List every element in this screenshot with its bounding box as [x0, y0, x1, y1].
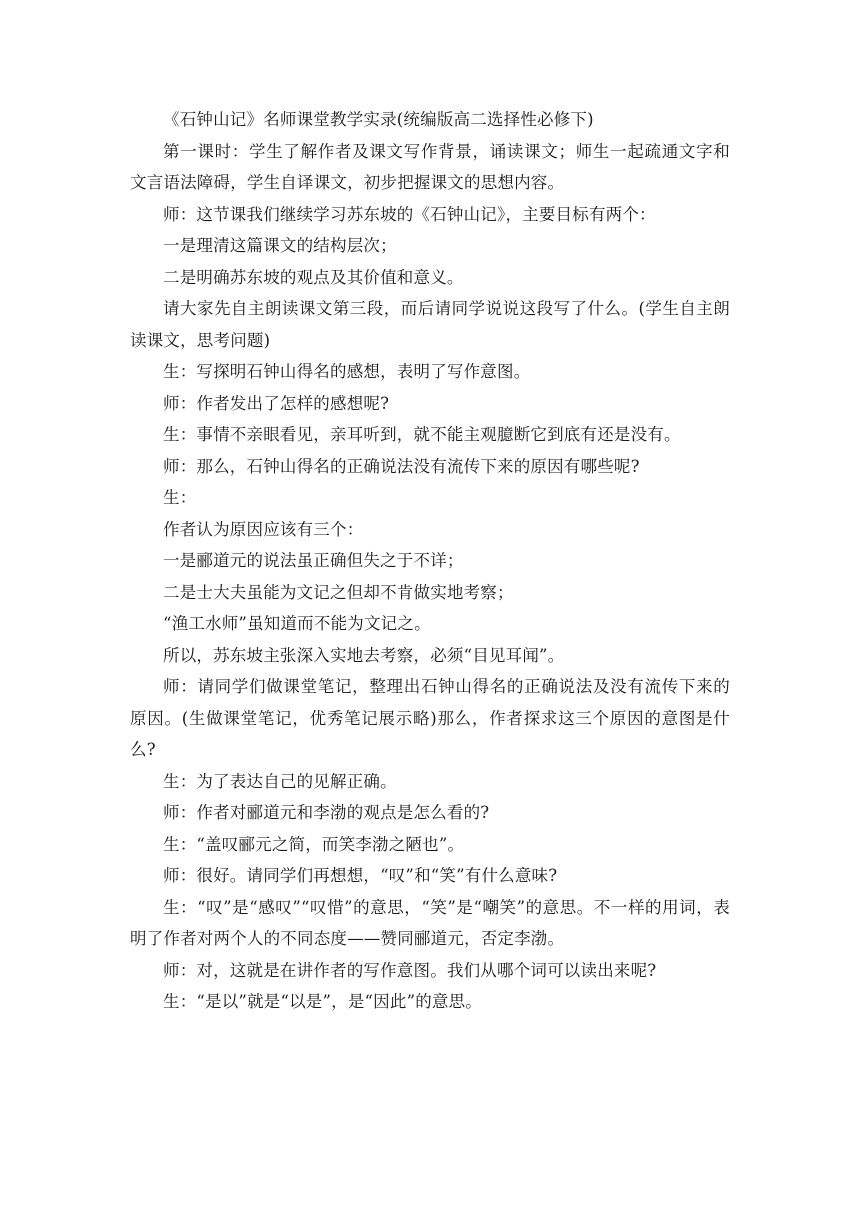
paragraph: 师：很好。请同学们再想想，“叹”和“笑”有什么意味?: [163, 866, 558, 885]
document-body: [130, 104, 730, 1018]
paragraph: 师：这节课我们继续学习苏东坡的《石钟山记》，主要目标有两个：: [163, 204, 656, 224]
paragraph: 师：请同学们做课堂笔记，整理出石钟山得名的正确说法及没有流传下来的原因。(生做课堂笔记，优秀笔记展示略)那么，作者探求这三个原因的意图是什么?: [130, 677, 730, 759]
paragraph: 生：为了表达自己的见解正确。: [163, 771, 397, 791]
paragraph: 生：写探明石钟山得名的感想，表明了写作意图。: [163, 362, 531, 381]
paragraph: “渔工水师”虽知道而不能为文记之。: [163, 614, 431, 633]
paragraph: 生：“叹”是“感叹”“叹惜”的意思，“笑”是“嘲笑”的意思。不一样的用词，表明了作者对两个人的不同态度——赞同郦道元，否定李渤。: [130, 897, 730, 948]
paragraph: 生：“是以”就是“以是”，是“因此”的意思。: [163, 992, 483, 1011]
paragraph: 生：: [163, 488, 197, 507]
paragraph: 师：作者对郦道元和李渤的观点是怎么看的?: [163, 803, 490, 822]
paragraph: 生：事情不亲眼看见，亲耳听到，就不能主观臆断它到底有还是没有。: [163, 425, 681, 444]
paragraph: 师：那么，石钟山得名的正确说法没有流传下来的原因有哪些呢?: [163, 456, 640, 476]
paragraph: 师：作者发出了怎样的感想呢?: [163, 393, 390, 413]
paragraph: 一是郦道元的说法虽正确但失之于不详；: [163, 551, 464, 570]
paragraph-lesson-intro: 第一课时：学生了解作者及课文写作背景，诵读课文；师生一起疏通文字和文言语法障碍，学生自译课文，初步把握课文的思想内容。: [130, 141, 730, 192]
paragraph: 请大家先自主朗读课文第三段，而后请同学说说这段写了什么。(学生自主朗读课文，思考问题): [130, 299, 730, 350]
paragraph: 一是理清这篇课文的结构层次；: [163, 236, 397, 255]
paragraph: 作者认为原因应该有三个：: [163, 519, 364, 539]
paragraph: 二是士大夫虽能为文记之但却不肯做实地考察；: [163, 582, 514, 602]
paragraph: 生：“盖叹郦元之简，而笑李渤之陋也”。: [163, 834, 465, 854]
paragraph: 二是明确苏东坡的观点及其价值和意义。: [163, 267, 464, 287]
paragraph: 师：对，这就是在讲作者的写作意图。我们从哪个词可以读出来呢?: [163, 960, 657, 980]
paragraph: 所以，苏东坡主张深入实地去考察，必须“目见耳闻”。: [163, 645, 565, 665]
document-title: 《石钟山记》名师课堂教学实录(统编版高二选择性必修下): [163, 110, 594, 129]
